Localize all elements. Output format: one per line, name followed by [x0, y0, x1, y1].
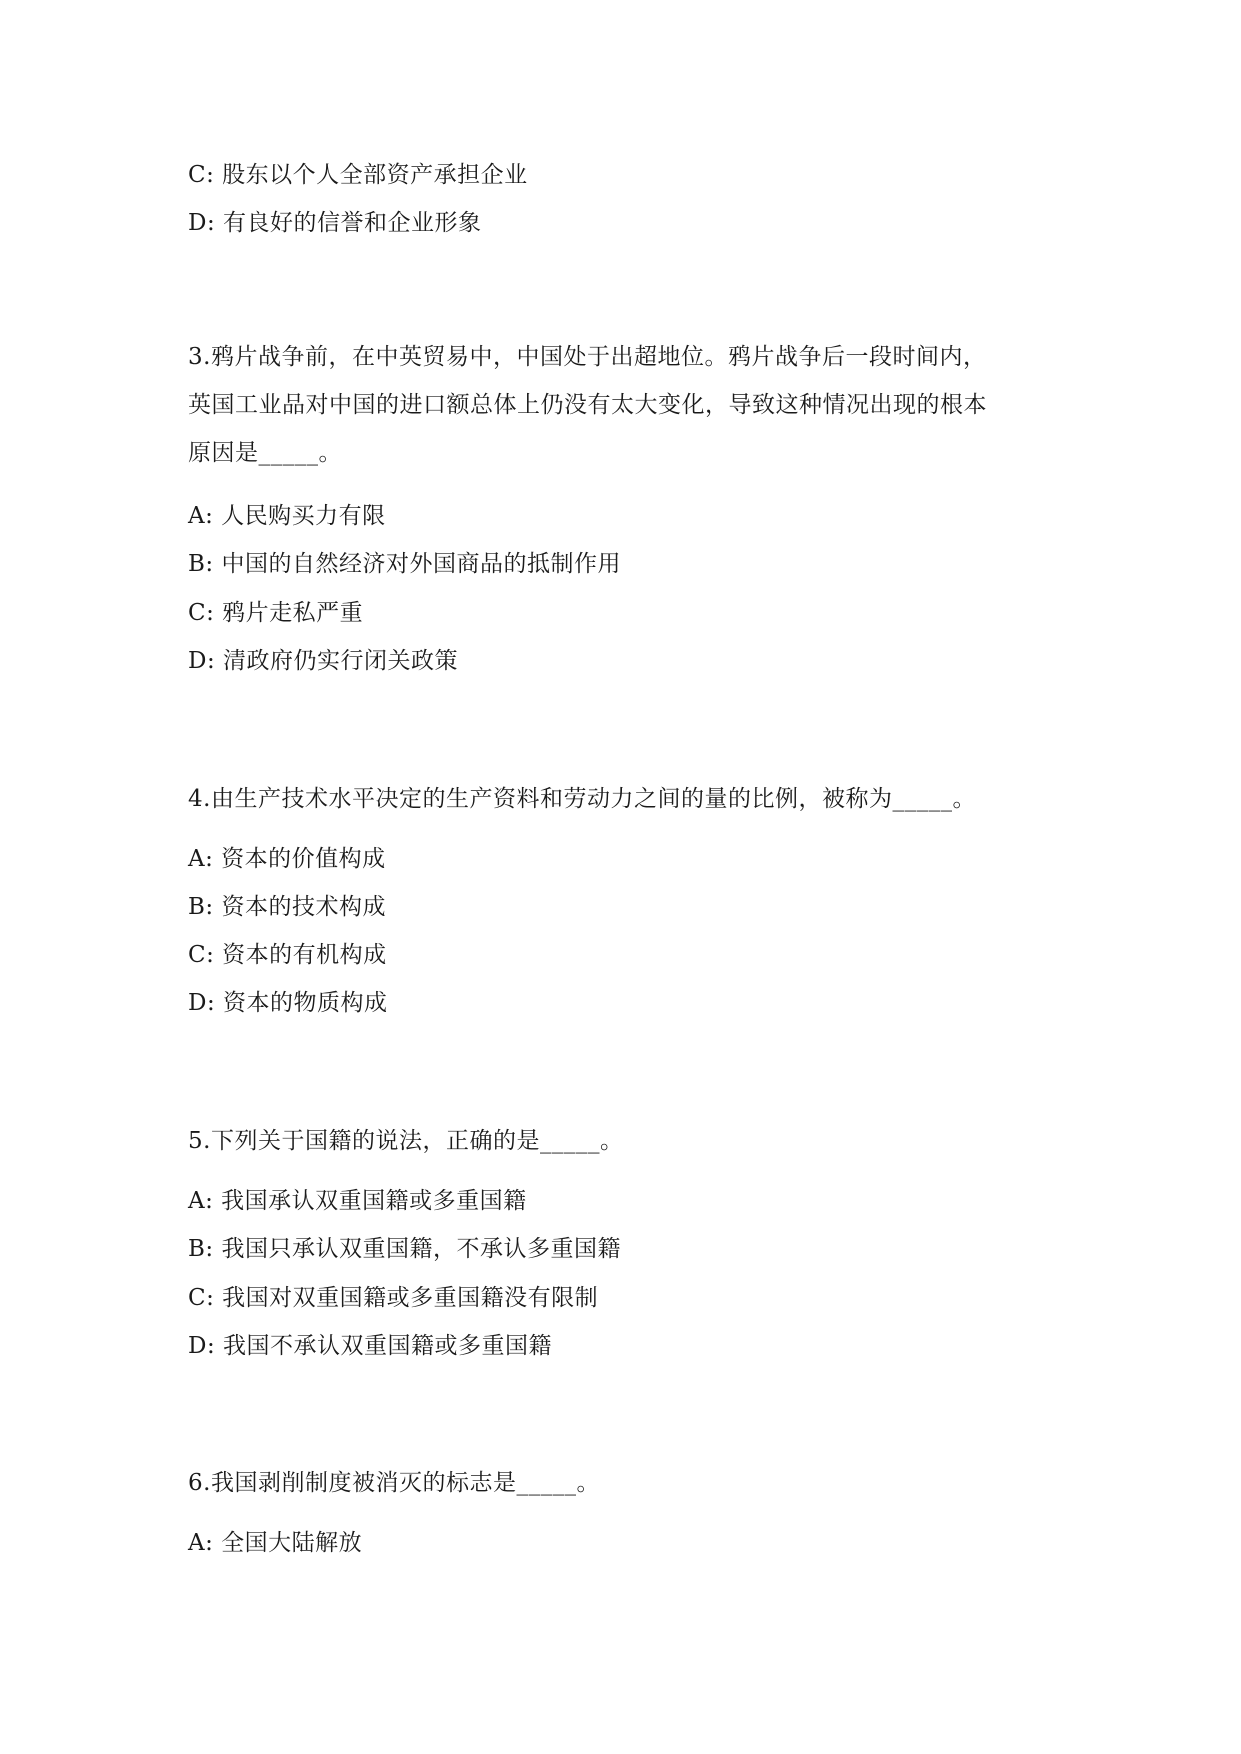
q5-option-a: A: 我国承认双重国籍或多重国籍 — [188, 1188, 527, 1214]
q5-option-c: C: 我国对双重国籍或多重国籍没有限制 — [188, 1285, 599, 1311]
q3-option-c: C: 鸦片走私严重 — [188, 600, 364, 626]
q5-option-d: D: 我国不承认双重国籍或多重国籍 — [188, 1333, 553, 1359]
q3-stem-line-2: 英国工业品对中国的进口额总体上仍没有太大变化，导致这种情况出现的根本 — [188, 392, 987, 418]
q5-stem-line-1: 5.下列关于国籍的说法，正确的是_____。 — [188, 1128, 624, 1154]
q6-option-a: A: 全国大陆解放 — [188, 1530, 363, 1556]
prev-question-option-c: C: 股东以个人全部资产承担企业 — [188, 162, 528, 188]
q3-option-b: B: 中国的自然经济对外国商品的抵制作用 — [188, 551, 621, 577]
q5-option-b: B: 我国只承认双重国籍，不承认多重国籍 — [188, 1236, 621, 1262]
prev-question-option-d: D: 有良好的信誉和企业形象 — [188, 210, 482, 236]
q4-option-a: A: 资本的价值构成 — [188, 846, 386, 872]
q6-stem-line-1: 6.我国剥削制度被消灭的标志是_____。 — [188, 1470, 600, 1496]
q4-option-c: C: 资本的有机构成 — [188, 942, 387, 968]
q4-stem-line-1: 4.由生产技术水平决定的生产资料和劳动力之间的量的比例，被称为_____。 — [188, 786, 976, 812]
q3-stem-line-3: 原因是_____。 — [188, 440, 342, 466]
q3-option-d: D: 清政府仍实行闭关政策 — [188, 648, 459, 674]
q4-option-d: D: 资本的物质构成 — [188, 990, 388, 1016]
q4-option-b: B: 资本的技术构成 — [188, 894, 386, 920]
q3-option-a: A: 人民购买力有限 — [188, 503, 386, 529]
q3-stem-line-1: 3.鸦片战争前，在中英贸易中，中国处于出超地位。鸦片战争后一段时间内， — [188, 344, 987, 370]
